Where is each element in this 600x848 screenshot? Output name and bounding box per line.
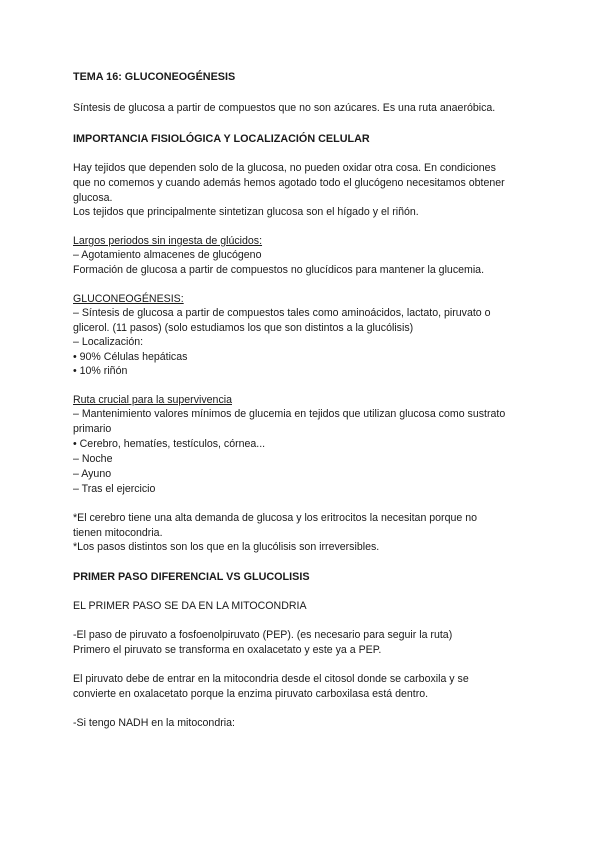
subheading-ayuno: Largos periodos sin ingesta de glúcidos: bbox=[73, 235, 263, 247]
paragraph-line: primario bbox=[73, 423, 112, 435]
subheading-ruta-crucial: Ruta crucial para la supervivencia bbox=[73, 394, 232, 406]
page-title: TEMA 16: GLUCONEOGÉNESIS bbox=[73, 71, 236, 83]
note-line: tienen mitocondria. bbox=[73, 527, 163, 539]
list-item: • 90% Células hepáticas bbox=[73, 351, 188, 363]
subheading-gluconeogenesis: GLUCONEOGÉNESIS: bbox=[73, 293, 184, 305]
section-heading-primer-paso: PRIMER PASO DIFERENCIAL VS GLUCOLISIS bbox=[73, 571, 310, 583]
paragraph-line: que no comemos y cuando además hemos agotado todo el glucógeno necesitamos obtener bbox=[73, 177, 505, 189]
note-line: *Los pasos distintos son los que en la glucólisis son irreversibles. bbox=[73, 541, 380, 553]
intro-text: Síntesis de glucosa a partir de compuestos que no son azúcares. Es una ruta anaeróbica. bbox=[73, 102, 496, 114]
list-item: • 10% riñón bbox=[73, 365, 128, 377]
list-item: – Síntesis de glucosa a partir de compuestos tales como aminoácidos, lactato, piruvato o bbox=[73, 307, 491, 319]
paragraph-line: Formación de glucosa a partir de compuestos no glucídicos para mantener la glucemia. bbox=[73, 264, 485, 276]
list-item: – Noche bbox=[73, 453, 113, 465]
paragraph-line: Primero el piruvato se transforma en oxalacetato y este ya a PEP. bbox=[73, 644, 382, 656]
section-heading-importancia: IMPORTANCIA FISIOLÓGICA Y LOCALIZACIÓN CELULAR bbox=[73, 133, 370, 145]
list-item: • Cerebro, hematíes, testículos, córnea... bbox=[73, 438, 266, 450]
list-item: – Localización: bbox=[73, 336, 144, 348]
subheading-mitocondria: EL PRIMER PASO SE DA EN LA MITOCONDRIA bbox=[73, 600, 307, 612]
list-item: – Ayuno bbox=[73, 468, 112, 480]
list-item: – Agotamiento almacenes de glucógeno bbox=[73, 249, 262, 261]
list-item: – Tras el ejercicio bbox=[73, 483, 156, 495]
paragraph-line: Los tejidos que principalmente sintetizan glucosa son el hígado y el riñón. bbox=[73, 206, 419, 218]
paragraph-line: convierte en oxalacetato porque la enzima piruvato carboxilasa está dentro. bbox=[73, 688, 429, 700]
paragraph-line: -El paso de piruvato a fosfoenolpiruvato (PEP). (es necesario para seguir la ruta) bbox=[73, 629, 453, 641]
paragraph-line: glucosa. bbox=[73, 192, 113, 204]
paragraph-line: El piruvato debe de entrar en la mitocondria desde el citosol donde se carboxila y se bbox=[73, 673, 469, 685]
list-item: – Mantenimiento valores mínimos de glucemia en tejidos que utilizan glucosa como sustrato bbox=[73, 408, 506, 420]
paragraph-line: glicerol. (11 pasos) (solo estudiamos los que son distintos a la glucólisis) bbox=[73, 322, 414, 334]
paragraph-line: -Si tengo NADH en la mitocondria: bbox=[73, 717, 235, 729]
paragraph-line: Hay tejidos que dependen solo de la glucosa, no pueden oxidar otra cosa. En condiciones bbox=[73, 162, 496, 174]
note-line: *El cerebro tiene una alta demanda de glucosa y los eritrocitos la necesitan porque no bbox=[73, 512, 477, 524]
